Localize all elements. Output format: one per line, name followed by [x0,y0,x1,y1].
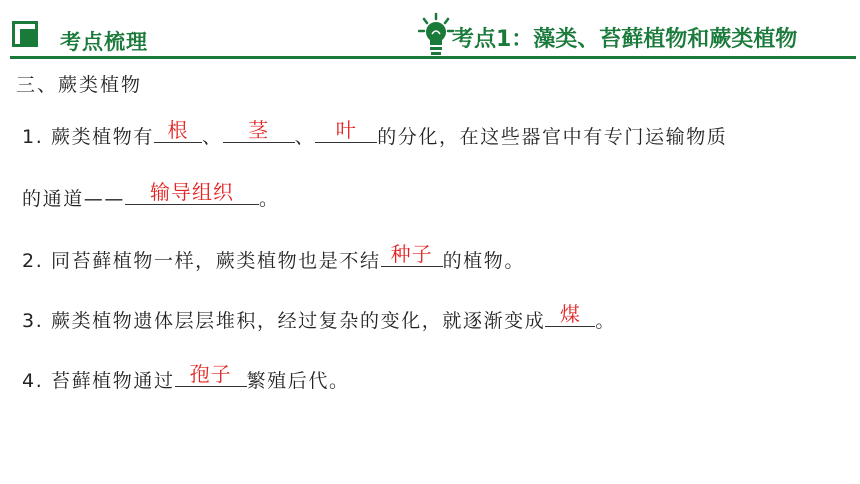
answer-blank [223,120,295,143]
topic-title: 考点1：藻类、苔藓植物和蕨类植物 [452,27,798,52]
item-4-text-pre: 4. 苔藓植物通过 [22,370,175,392]
answer-blank [381,244,443,267]
separator: 、 [201,126,223,148]
answer-blank [154,120,202,143]
answer-blank [545,304,595,327]
item-1-text-pre-2: 的通道—— [22,188,126,210]
item-1-text-post-2: 。 [259,188,280,210]
item-1-line-2 [22,182,280,211]
answer-blank [315,120,377,143]
answer-text: 煤 [559,302,581,326]
section-title: 三、蕨类植物 [16,74,143,96]
answer-blank [125,182,259,205]
header-divider [10,56,856,59]
item-3-text-pre: 3. 蕨类植物遗体层层堆积，经过复杂的变化，就逐渐变成 [22,310,546,332]
item-3-text-post: 。 [595,310,616,332]
item-4 [22,364,350,393]
header-label: 考点梳理 [60,30,148,54]
item-4-text-post: 繁殖后代。 [246,370,350,392]
answer-text: 孢子 [189,362,232,386]
header-bar [0,0,860,58]
answer-text: 种子 [390,242,433,266]
answer-text: 输导组织 [150,180,235,204]
separator: 、 [294,126,316,148]
item-1-line-1 [22,120,727,149]
item-3 [22,304,616,333]
lightbulb-icon [418,12,454,56]
answer-text: 茎 [248,118,270,142]
answer-text: 根 [167,118,189,142]
item-2-text-post: 的植物。 [442,250,525,272]
item-2 [22,244,525,273]
item-1-text-post: 的分化，在这些器官中有专门运输物质 [377,126,728,148]
square-icon-fill [20,29,38,47]
answer-text: 叶 [335,118,357,142]
item-1-text-pre: 1. 蕨类植物有 [22,126,154,148]
answer-blank [175,364,247,387]
item-2-text-pre: 2. 同苔藓植物一样，蕨类植物也是不结 [22,250,381,272]
